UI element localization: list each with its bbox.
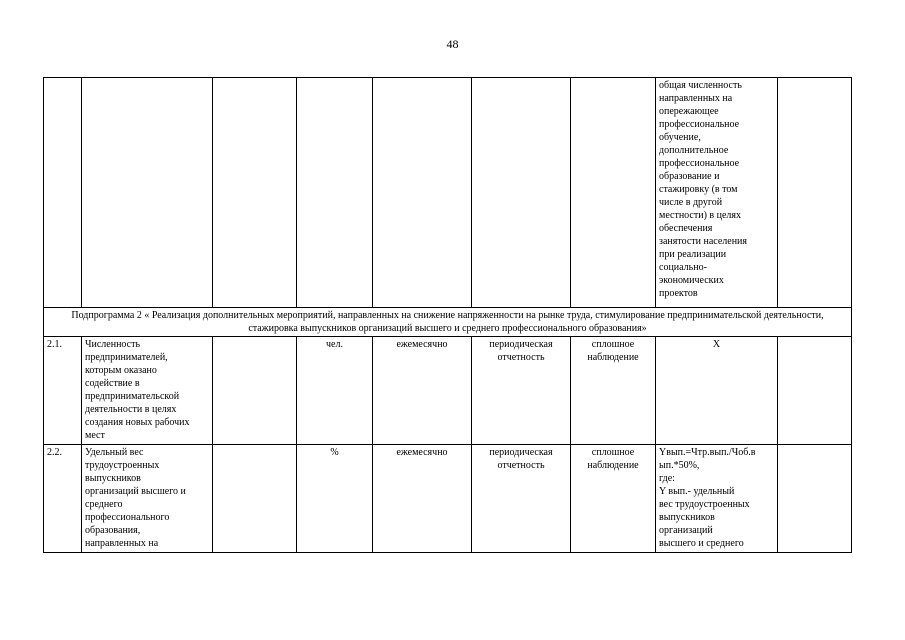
indicators-table <box>43 77 852 553</box>
cell-name: Удельный вес трудоустроенных выпускников организаций высшего и среднего профессионального образования, направленных на <box>82 445 213 553</box>
cell-empty <box>778 337 852 445</box>
cell-unit: % <box>297 445 373 553</box>
cell-formula: Yвып.=Чтр.вып./Чоб.в ып.*50%, где: Y вып.- удельный вес трудоустроенных выпускников организаций высшего и среднего <box>656 445 778 553</box>
cell-method: сплошное наблюдение <box>571 445 656 553</box>
cell-name <box>82 78 213 308</box>
cell-number <box>44 78 82 308</box>
cell-empty <box>213 445 297 553</box>
cell-indicator-method: общая численность направленных на опережающее профессиональное обучение, дополнительное профессиональное образование и стажировку (в том числе в другой местности) в целях обеспечения занятости населения при реализации социально- экономических проектов <box>656 78 778 308</box>
cell-empty <box>778 445 852 553</box>
cell-empty <box>571 78 656 308</box>
cell-empty <box>297 78 373 308</box>
cell-empty <box>213 337 297 445</box>
subprogram-row <box>44 308 852 337</box>
cell-unit: чел. <box>297 337 373 445</box>
page-number: 48 <box>446 37 459 51</box>
cell-method: сплошное наблюдение <box>571 337 656 445</box>
cell-empty <box>778 78 852 308</box>
cell-empty <box>213 78 297 308</box>
table-row <box>44 445 852 553</box>
cell-number: 2.2. <box>44 445 82 553</box>
cell-empty <box>472 78 571 308</box>
table-row <box>44 78 852 308</box>
cell-formula: Х <box>656 337 778 445</box>
subprogram-title: Подпрограмма 2 « Реализация дополнительных мероприятий, направленных на снижение напряженности на рынке труда, стимулирование предпринимательской деятельности, стажировка выпускников организаций высшего и среднего профессионального образования» <box>44 308 852 337</box>
cell-name: Численность предпринимателей, которым оказано содействие в предпринимательской деятельности в целях создания новых рабочих мест <box>82 337 213 445</box>
cell-frequency: ежемесячно <box>373 445 472 553</box>
cell-source: периодическая отчетность <box>472 445 571 553</box>
cell-source: периодическая отчетность <box>472 337 571 445</box>
cell-number: 2.1. <box>44 337 82 445</box>
cell-empty <box>373 78 472 308</box>
cell-frequency: ежемесячно <box>373 337 472 445</box>
table-row <box>44 337 852 445</box>
